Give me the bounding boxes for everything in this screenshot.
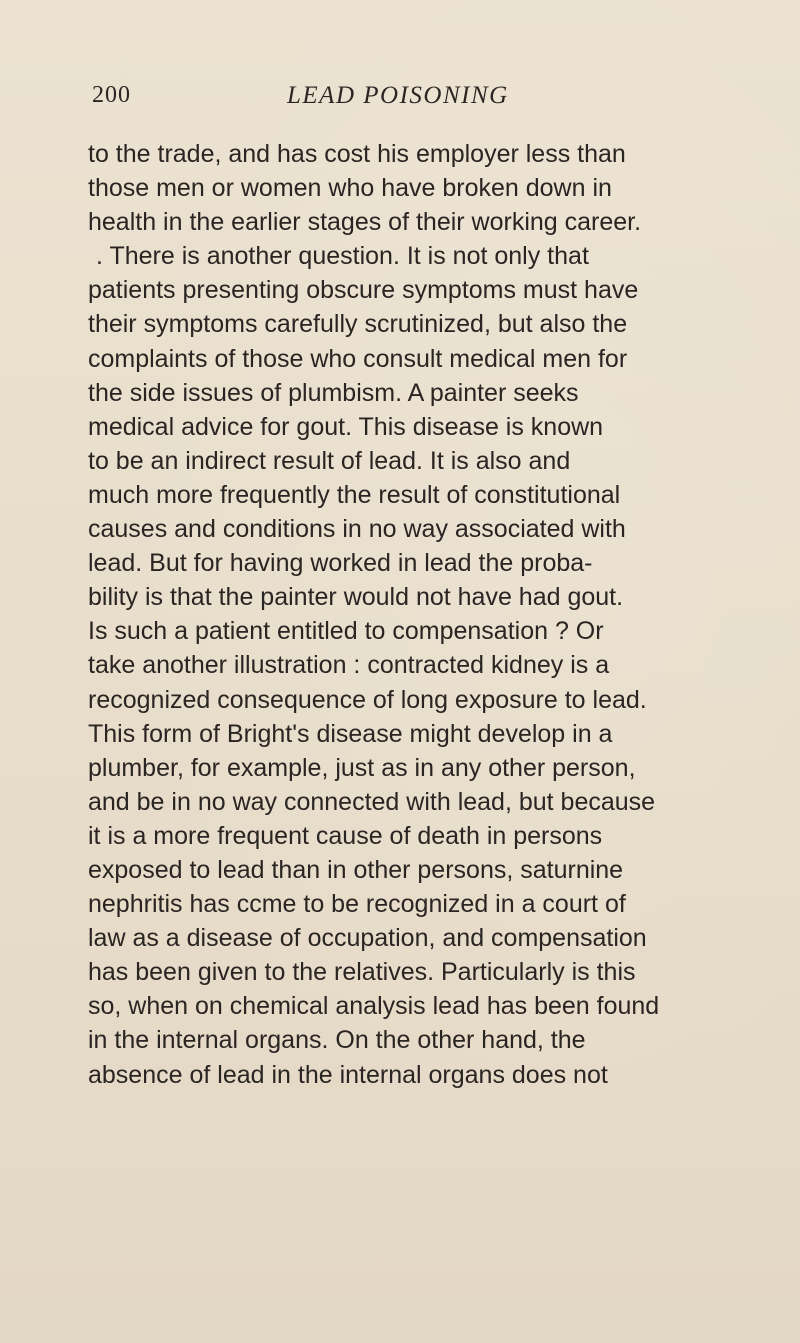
text-line: those men or women who have broken down in — [88, 174, 612, 203]
text-line: This form of Bright's disease might develop in a — [88, 719, 613, 748]
text-line: plumber, for example, just as in any other person, — [88, 753, 636, 782]
text-line: nephritis has ccme to be recognized in a court of — [88, 890, 626, 919]
text-line: causes and conditions in no way associated with — [88, 515, 626, 544]
text-line: and be in no way connected with lead, but because — [88, 787, 656, 816]
text-line: to be an indirect result of lead. It is also and — [88, 446, 571, 475]
text-line: recognized consequence of long exposure to lead. — [88, 685, 647, 714]
text-line: . There is another question. It is not only that — [96, 242, 589, 271]
text-line: much more frequently the result of constitutional — [88, 480, 621, 509]
text-line: in the internal organs. On the other hand, the — [88, 1026, 586, 1055]
text-line: patients presenting obscure symptoms must have — [88, 276, 639, 305]
text-line: complaints of those who consult medical men for — [88, 344, 628, 373]
text-line: so, when on chemical analysis lead has been found — [88, 992, 660, 1021]
page-number: 200 — [92, 82, 131, 108]
text-line: bility is that the painter would not have had gout. — [88, 583, 624, 612]
text-line: absence of lead in the internal organs does not — [88, 1060, 608, 1089]
page-header — [0, 80, 800, 120]
text-line: has been given to the relatives. Particularly is this — [88, 958, 636, 987]
text-line: exposed to lead than in other persons, saturnine — [88, 855, 624, 884]
text-line: law as a disease of occupation, and compensation — [88, 924, 647, 953]
text-line: health in the earlier stages of their working career. — [88, 208, 642, 237]
body-text — [88, 137, 788, 1092]
text-line: take another illustration : contracted kidney is a — [88, 651, 610, 680]
text-line: it is a more frequent cause of death in persons — [88, 821, 603, 850]
text-line: the side issues of plumbism. A painter seeks — [88, 378, 579, 407]
text-line: to the trade, and has cost his employer less than — [88, 140, 626, 168]
text-line: medical advice for gout. This disease is known — [88, 412, 604, 441]
text-line: their symptoms carefully scrutinized, but also the — [88, 310, 628, 339]
text-line: lead. But for having worked in lead the proba- — [88, 549, 593, 578]
text-line: Is such a patient entitled to compensation ? Or — [88, 617, 604, 646]
running-head: LEAD POISONING — [287, 82, 509, 109]
